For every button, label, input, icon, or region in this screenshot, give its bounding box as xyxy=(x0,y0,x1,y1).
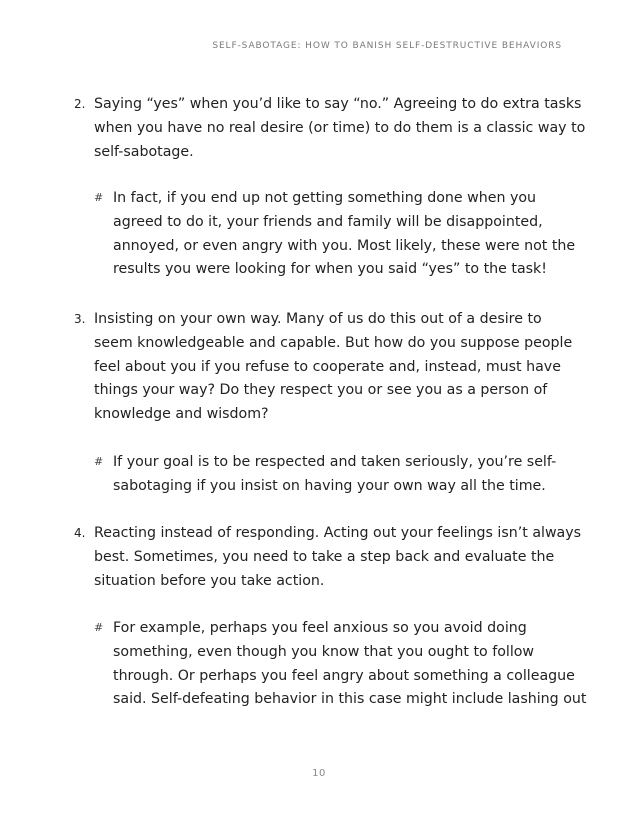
list-number: 4. xyxy=(74,526,86,540)
text-line: sabotaging if you insist on having your own way all the time. xyxy=(113,477,546,494)
sub-bullet-text xyxy=(113,617,587,712)
text-line: In fact, if you end up not getting something done when you xyxy=(113,190,537,206)
text-line: Insisting on your own way. Many of us do this out of a desire to xyxy=(94,311,542,327)
hash-bullet-marker: # xyxy=(94,191,104,204)
text-line: Reacting instead of responding. Acting out your feelings isn’t always xyxy=(94,525,582,541)
text-line: agreed to do it, your friends and family will be disappointed, xyxy=(113,213,543,230)
hash-bullet-marker: # xyxy=(94,455,104,468)
text-line: results you were looking for when you said “yes” to the task! xyxy=(113,261,547,278)
running-header: SELF-SABOTAGE: HOW TO BANISH SELF-DESTRUCTIVE BEHAVIORS xyxy=(212,41,562,51)
text-line: through. Or perhaps you feel angry about something a colleague xyxy=(113,667,575,684)
text-line: If your goal is to be respected and taken seriously, you’re self- xyxy=(113,454,557,470)
sub-bullet-text xyxy=(113,187,576,282)
list-number: 3. xyxy=(74,312,86,326)
text-line: when you have no real desire (or time) to do them is a classic way to xyxy=(94,119,586,136)
text-line: Saying “yes” when you’d like to say “no.” Agreeing to do extra tasks xyxy=(94,96,582,112)
text-line: knowledge and wisdom? xyxy=(94,406,269,423)
list-item-text xyxy=(94,93,586,164)
list-item-text xyxy=(94,308,573,427)
page-number: 10 xyxy=(312,768,326,779)
text-line: things your way? Do they respect you or see you as a person of xyxy=(94,382,548,399)
text-line: self-sabotage. xyxy=(94,143,194,160)
text-line: feel about you if you refuse to cooperate and, instead, must have xyxy=(94,358,561,375)
text-line: annoyed, or even angry with you. Most likely, these were not the xyxy=(113,237,576,254)
text-line: something, even though you know that you ought to follow xyxy=(113,643,535,660)
text-line: best. Sometimes, you need to take a step back and evaluate the xyxy=(94,548,555,565)
text-line: seem knowledgeable and capable. But how do you suppose people xyxy=(94,334,573,351)
text-line: situation before you take action. xyxy=(94,572,325,589)
hash-bullet-marker: # xyxy=(94,621,104,634)
list-number: 2. xyxy=(74,97,86,111)
list-item-text xyxy=(94,522,582,593)
sub-bullet-text xyxy=(113,451,563,499)
text-line: said. Self-defeating behavior in this case might include lashing out xyxy=(113,691,587,708)
text-line: For example, perhaps you feel anxious so you avoid doing xyxy=(113,620,527,636)
